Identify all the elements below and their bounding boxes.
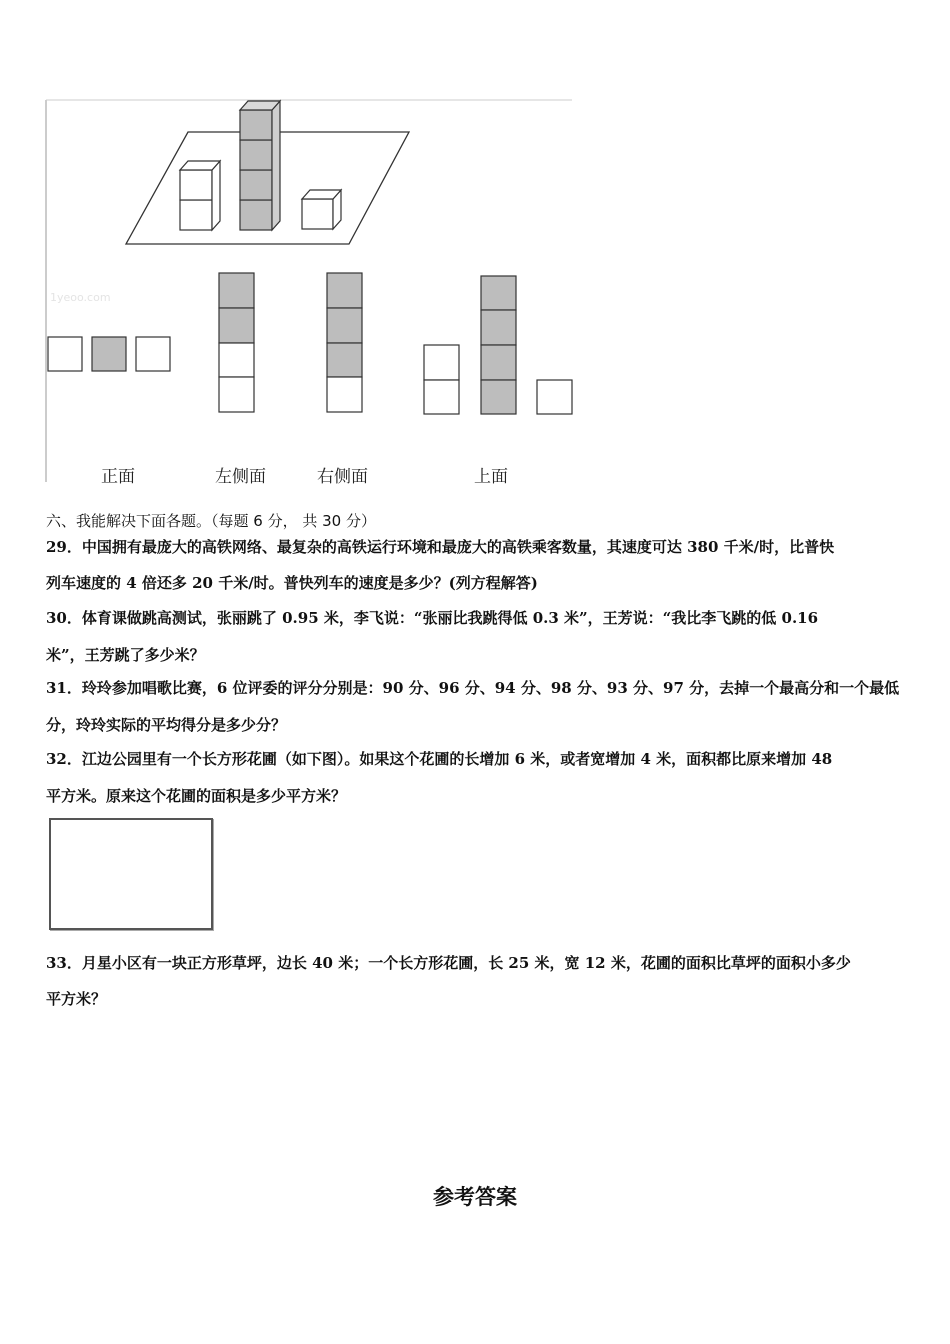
top-view [424, 276, 572, 414]
cube-views-figure [0, 0, 950, 500]
question-32-line-1: 32．江边公园里有一个长方形花圃（如下图）。如果这个花圃的长增加 6 米，或者宽增加 4 米，面积都比原来增加 48 [46, 750, 833, 768]
cube-stack-middle [240, 101, 280, 230]
label-top-view: 上面 [474, 467, 508, 487]
question-33-line-2: 平方米？ [46, 990, 107, 1008]
label-front-view: 正面 [101, 467, 135, 487]
question-31-line-1: 31．玲玲参加唱歌比赛，6 位评委的评分分别是：90 分、96 分、94 分、98 分、93 分、97 分，去掉一个最高分和一个最低 [46, 679, 900, 697]
cube-stack-left [180, 161, 220, 230]
front-view [48, 337, 170, 371]
right-side-view [327, 273, 362, 412]
question-31-line-2: 分，玲玲实际的平均得分是多少分？ [46, 716, 287, 734]
cube-single-right [302, 190, 341, 229]
left-side-view [219, 273, 254, 412]
question-29-line-2: 列车速度的 4 倍还多 20 千米/时。普快列车的速度是多少？(列方程解答) [46, 574, 538, 592]
question-30-line-1: 30．体育课做跳高测试，张丽跳了 0.95 米，李飞说：“张丽比我跳得低 0.3 米”，王芳说：“我比李飞跳的低 0.16 [46, 609, 819, 627]
flowerbed-rectangle [49, 818, 213, 930]
label-right-side-view: 右侧面 [317, 467, 368, 487]
watermark: 1yeoo.com [50, 291, 111, 304]
answer-heading: 参考答案 [433, 1185, 517, 1209]
question-29-line-1: 29．中国拥有最庞大的高铁网络、最复杂的高铁运行环境和最庞大的高铁乘客数量，其速度可达 380 千米/时，比普快 [46, 538, 835, 556]
question-33-line-1: 33．月星小区有一块正方形草坪，边长 40 米；一个长方形花圃，长 25 米，宽 12 米，花圃的面积比草坪的面积小多少 [46, 954, 851, 972]
question-32-line-2: 平方米。原来这个花圃的面积是多少平方米？ [46, 787, 347, 805]
question-30-line-2: 米”，王芳跳了多少米？ [46, 646, 205, 664]
section-heading: 六、我能解决下面各题。（每题 6 分， 共 30 分） [46, 512, 376, 530]
label-left-side-view: 左侧面 [215, 467, 266, 487]
